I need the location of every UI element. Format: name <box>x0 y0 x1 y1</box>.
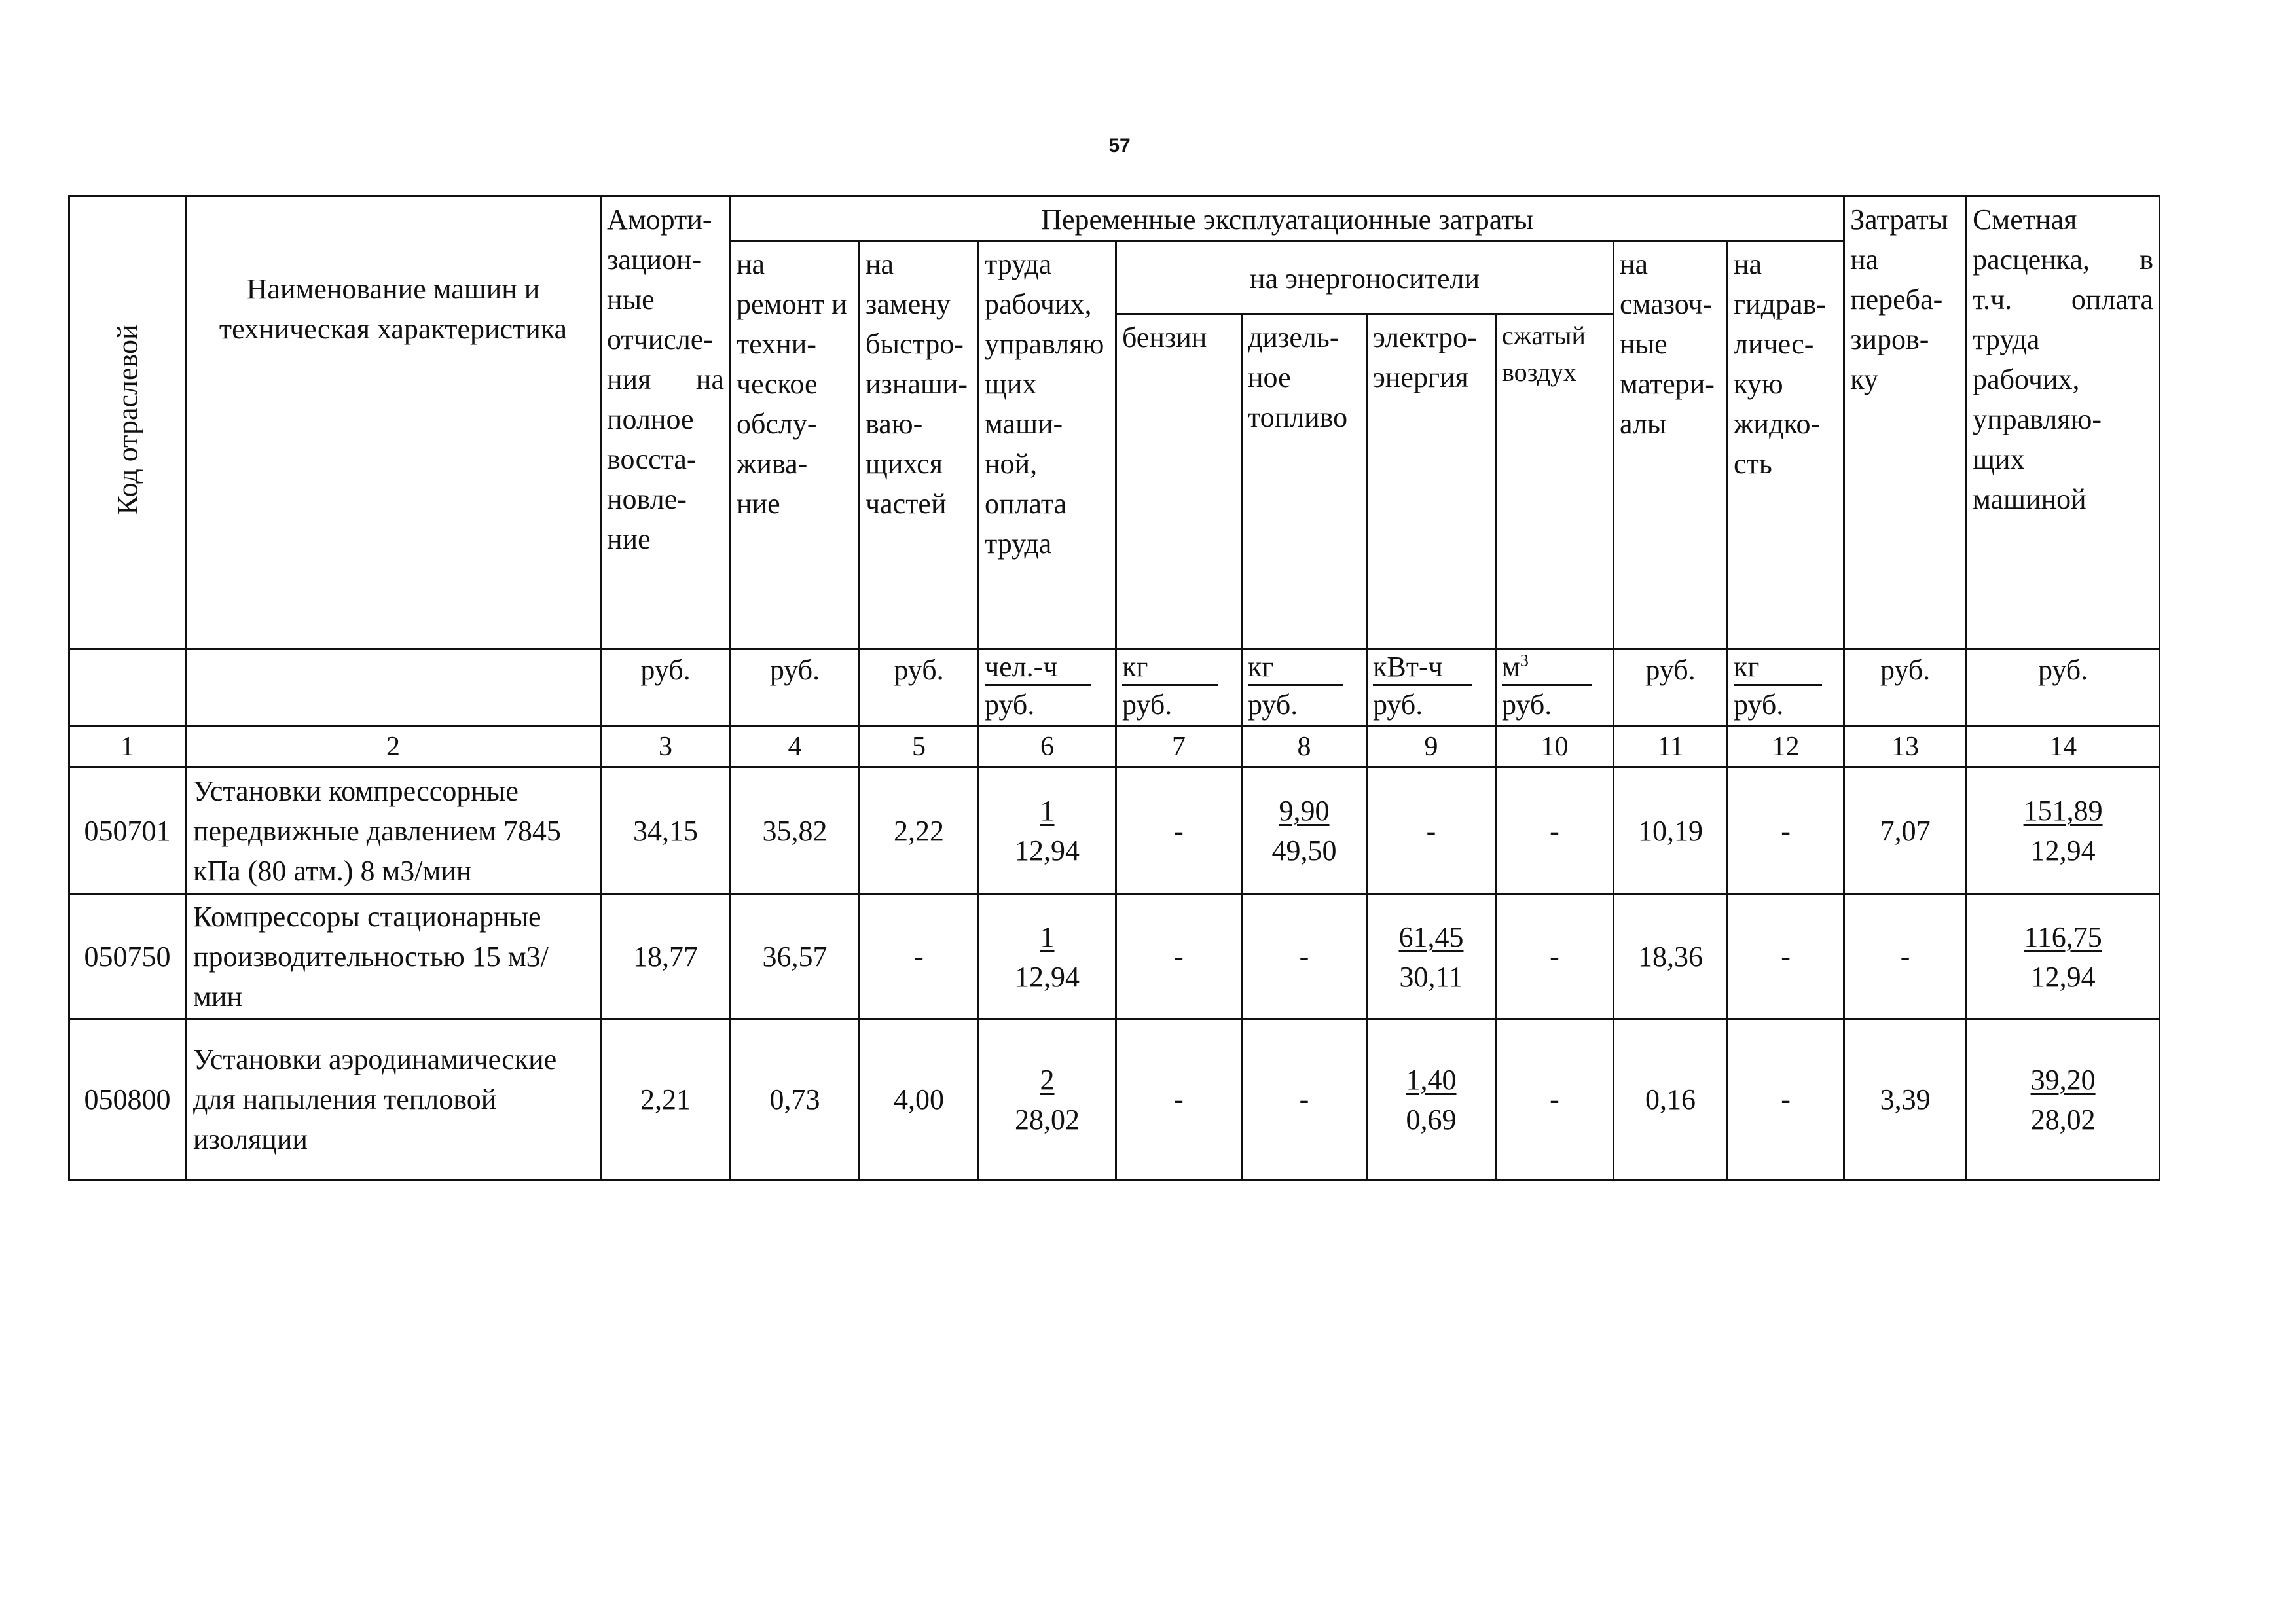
row-repair: 35,82 <box>731 767 860 895</box>
colnum-1: 1 <box>69 727 186 767</box>
unit-estimate: руб. <box>2037 654 2088 686</box>
colnum-3: 3 <box>601 727 731 767</box>
row-diesel: - <box>1242 895 1367 1019</box>
header-replace-l1: замену <box>866 288 951 320</box>
row-estimate-top: 39,20 <box>2030 1063 2096 1096</box>
colnum-2: 2 <box>186 727 601 767</box>
header-repair-l2: техни- <box>737 328 816 360</box>
row-petrol: - <box>1116 1019 1242 1180</box>
header-lubricant-l0: на <box>1620 248 1649 280</box>
row-lubricant: 18,36 <box>1614 895 1728 1019</box>
row-estimate <box>1967 767 2160 895</box>
colnum-4: 4 <box>731 727 860 767</box>
table-row <box>69 895 2160 1019</box>
colnum-11: 11 <box>1614 727 1728 767</box>
row-lubricant: 10,19 <box>1614 767 1728 895</box>
row-repair: 0,73 <box>731 1019 860 1180</box>
unit-petrol-top: кг <box>1122 650 1218 686</box>
unit-labor-top: чел.-ч <box>985 650 1091 686</box>
row-electric-bottom: 30,11 <box>1399 960 1463 993</box>
header-labor-l6: оплата <box>985 488 1067 520</box>
header-labor-l4: маши- <box>985 408 1063 440</box>
unit-air-m: м <box>1502 651 1520 683</box>
header-hydraulic-l5: сть <box>1734 448 1772 480</box>
header-diesel-l1: ное <box>1248 361 1291 393</box>
header-petrol <box>1116 314 1242 649</box>
header-repair-l4: обслу- <box>737 408 817 440</box>
unit-diesel <box>1248 650 1360 724</box>
row-diesel-top: 9,90 <box>1279 795 1330 827</box>
header-transfer-l4: ку <box>1850 363 1878 395</box>
unit-replace: руб. <box>894 654 944 686</box>
row-replace: - <box>860 895 979 1019</box>
row-petrol: - <box>1116 767 1242 895</box>
unit-electric-top: кВт-ч <box>1373 650 1472 686</box>
header-replace-l2: быстро- <box>866 328 964 360</box>
header-transfer-l3: зиров- <box>1850 323 1929 355</box>
header-lubricant-l4: алы <box>1620 408 1667 440</box>
header-replace-l4: ваю- <box>866 408 923 440</box>
row-estimate-top: 116,75 <box>2024 920 2102 953</box>
row-name: Компрессоры стационарные производительностью 15 м3/мин <box>186 895 601 1019</box>
header-electric <box>1367 314 1496 649</box>
row-air: - <box>1496 1019 1614 1180</box>
header-replace-l6: частей <box>866 488 947 520</box>
header-estimate-l5: управляю- <box>1973 403 2102 435</box>
table-row <box>69 767 2160 895</box>
header-amort-l0: Аморти- <box>607 204 712 236</box>
row-estimate-top: 151,89 <box>2023 795 2103 827</box>
header-hydraulic-l0: на <box>1734 248 1762 280</box>
row-petrol: - <box>1116 895 1242 1019</box>
header-repair-l1: ремонт и <box>737 288 847 320</box>
header-hydraulic-l1: гидрав- <box>1734 288 1826 320</box>
header-hydraulic-l3: кую <box>1734 368 1783 400</box>
header-labor-l0: труда <box>985 248 1052 280</box>
colnum-9: 9 <box>1367 727 1496 767</box>
row-electric <box>1367 1019 1496 1180</box>
header-code-label: Код отраслевой <box>111 324 143 515</box>
row-replace: 4,00 <box>860 1019 979 1180</box>
row-hydraulic: - <box>1728 767 1844 895</box>
header-hydraulic <box>1728 241 1844 649</box>
row-diesel-bottom: 49,50 <box>1271 835 1337 867</box>
unit-hydraulic <box>1734 650 1838 724</box>
header-air-l0: сжатый <box>1502 321 1586 350</box>
header-repair-l3: ческое <box>737 368 818 400</box>
row-labor-top: 1 <box>1040 920 1055 953</box>
colnum-7: 7 <box>1116 727 1242 767</box>
row-estimate-bottom: 12,94 <box>2030 835 2096 867</box>
colnum-10: 10 <box>1496 727 1614 767</box>
header-labor-l2: управляю <box>985 328 1104 360</box>
header-amort-l8: ние <box>607 523 651 555</box>
header-hydraulic-l2: личес- <box>1734 328 1814 360</box>
header-energy-label: на энергоносители <box>1250 262 1480 295</box>
header-estimate-l0: Сметная <box>1973 204 2077 236</box>
header-replace-l5: щихся <box>866 448 943 480</box>
header-transfer-l1: на <box>1850 244 1879 276</box>
row-hydraulic: - <box>1728 895 1844 1019</box>
row-estimate <box>1967 895 2160 1019</box>
header-labor <box>979 241 1116 649</box>
unit-transfer: руб. <box>1880 654 1931 686</box>
header-diesel-l2: топливо <box>1248 401 1348 433</box>
header-code <box>69 196 186 649</box>
row-replace: 2,22 <box>860 767 979 895</box>
column-number-row <box>69 727 2160 767</box>
header-labor-l1: рабочих, <box>985 288 1092 320</box>
header-lubricant-l2: ные <box>1620 328 1667 360</box>
header-electric-l1: энергия <box>1373 361 1468 393</box>
unit-petrol-bottom: руб. <box>1122 689 1173 721</box>
header-diesel-l0: дизель- <box>1248 321 1339 353</box>
header-replace-l3: изнаши- <box>866 368 968 400</box>
row-code: 050701 <box>69 767 186 895</box>
colnum-12: 12 <box>1728 727 1844 767</box>
header-amort-l3: отчисле- <box>607 323 713 355</box>
unit-amort: руб. <box>640 654 691 686</box>
row-name: Установки аэродинамические для напыления тепловой изоляции <box>186 1019 601 1180</box>
header-lubricant-l1: смазоч- <box>1620 288 1713 320</box>
header-repair-l5: жива- <box>737 448 808 480</box>
row-diesel <box>1242 767 1367 895</box>
header-estimate <box>1967 196 2160 649</box>
header-repair <box>731 241 860 649</box>
header-electric-l0: электро- <box>1373 321 1477 353</box>
header-repair-l6: ние <box>737 488 780 520</box>
unit-lubricant: руб. <box>1645 654 1696 686</box>
row-estimate-bottom: 28,02 <box>2030 1103 2096 1136</box>
row-amort: 2,21 <box>601 1019 731 1180</box>
header-variable-label: Переменные эксплуатационные затраты <box>1041 204 1533 236</box>
row-diesel: - <box>1242 1019 1367 1180</box>
row-electric <box>1367 895 1496 1019</box>
row-estimate-bottom: 12,94 <box>2030 960 2096 993</box>
header-estimate-l7: машиной <box>1973 483 2086 515</box>
header-estimate-l4: рабочих, <box>1973 363 2080 395</box>
unit-hydraulic-bottom: руб. <box>1734 689 1784 721</box>
unit-air-top <box>1502 650 1592 686</box>
row-labor-top: 2 <box>1040 1063 1055 1096</box>
header-amort <box>601 196 731 649</box>
unit-labor <box>985 650 1110 724</box>
row-labor <box>979 1019 1116 1180</box>
header-estimate-l2: т.ч. оплата <box>1973 283 2154 316</box>
row-labor-bottom: 12,94 <box>1015 835 1080 867</box>
row-lubricant: 0,16 <box>1614 1019 1728 1180</box>
colnum-5: 5 <box>860 727 979 767</box>
unit-repair: руб. <box>769 654 820 686</box>
row-labor-bottom: 12,94 <box>1015 960 1080 993</box>
row-code: 050750 <box>69 895 186 1019</box>
row-air: - <box>1496 895 1614 1019</box>
row-amort: 34,15 <box>601 767 731 895</box>
unit-diesel-top: кг <box>1248 650 1343 686</box>
header-hydraulic-l4: жидко- <box>1734 408 1821 440</box>
header-amort-l6: восста- <box>607 443 697 475</box>
colnum-6: 6 <box>979 727 1116 767</box>
unit-diesel-bottom: руб. <box>1248 689 1298 721</box>
header-energy <box>1116 241 1614 314</box>
header-name <box>186 196 601 649</box>
row-estimate <box>1967 1019 2160 1180</box>
header-labor-l7: труда <box>985 528 1052 560</box>
row-labor-bottom: 28,02 <box>1015 1103 1080 1136</box>
header-amort-l1: зацион- <box>607 244 702 276</box>
unit-electric <box>1373 650 1489 724</box>
row-electric-bottom: 0,69 <box>1406 1103 1457 1136</box>
row-code: 050800 <box>69 1019 186 1180</box>
row-amort: 18,77 <box>601 895 731 1019</box>
header-replace <box>860 241 979 649</box>
unit-labor-bottom: руб. <box>985 689 1035 721</box>
header-lubricant <box>1614 241 1728 649</box>
table-row <box>69 1019 2160 1180</box>
header-transfer <box>1844 196 1967 649</box>
header-petrol-label: бензин <box>1122 321 1207 353</box>
row-labor-top: 1 <box>1040 795 1055 827</box>
unit-air-sup: 3 <box>1520 651 1529 670</box>
header-labor-l5: ной, <box>985 448 1038 480</box>
unit-air <box>1502 650 1607 724</box>
header-estimate-l6: щих <box>1973 443 2025 475</box>
row-electric: - <box>1367 767 1496 895</box>
header-repair-l0: на <box>737 248 765 280</box>
header-amort-l7: новле- <box>607 483 687 515</box>
colnum-8: 8 <box>1242 727 1367 767</box>
header-air-l1: воздух <box>1502 357 1577 387</box>
row-electric-top: 1,40 <box>1406 1063 1457 1096</box>
colnum-14: 14 <box>1967 727 2160 767</box>
page-number: 57 <box>1108 135 1131 156</box>
row-electric-top: 61,45 <box>1398 920 1464 953</box>
header-diesel <box>1242 314 1367 649</box>
row-transfer: 7,07 <box>1844 767 1967 895</box>
row-labor <box>979 767 1116 895</box>
header-estimate-l1: расценка, в <box>1973 244 2154 276</box>
header-air <box>1496 314 1614 649</box>
unit-petrol <box>1122 650 1235 724</box>
header-lubricant-l3: матери- <box>1620 368 1715 400</box>
row-transfer: - <box>1844 895 1967 1019</box>
header-amort-l5: полное <box>607 403 694 435</box>
header-amort-l4: ния на <box>607 363 724 395</box>
header-variable <box>731 196 1844 241</box>
machine-cost-table <box>68 195 2160 1181</box>
row-repair: 36,57 <box>731 895 860 1019</box>
header-name-label: Наименование машин и техническая характеристика <box>219 273 568 345</box>
unit-air-bottom: руб. <box>1502 689 1552 721</box>
header-transfer-l2: переба- <box>1850 283 1943 316</box>
colnum-13: 13 <box>1844 727 1967 767</box>
header-transfer-l0: Затраты <box>1850 204 1948 236</box>
header-amort-l2: ные <box>607 283 655 316</box>
header-labor-l3: щих <box>985 368 1037 400</box>
row-air: - <box>1496 767 1614 895</box>
row-hydraulic: - <box>1728 1019 1844 1180</box>
row-name: Установки компрессорные передвижные давлением 7845 кПа (80 атм.) 8 м3/мин <box>186 767 601 895</box>
header-replace-l0: на <box>866 248 894 280</box>
unit-hydraulic-top: кг <box>1734 650 1822 686</box>
row-labor <box>979 895 1116 1019</box>
header-estimate-l3: труда <box>1973 323 2040 355</box>
unit-electric-bottom: руб. <box>1373 689 1423 721</box>
row-transfer: 3,39 <box>1844 1019 1967 1180</box>
